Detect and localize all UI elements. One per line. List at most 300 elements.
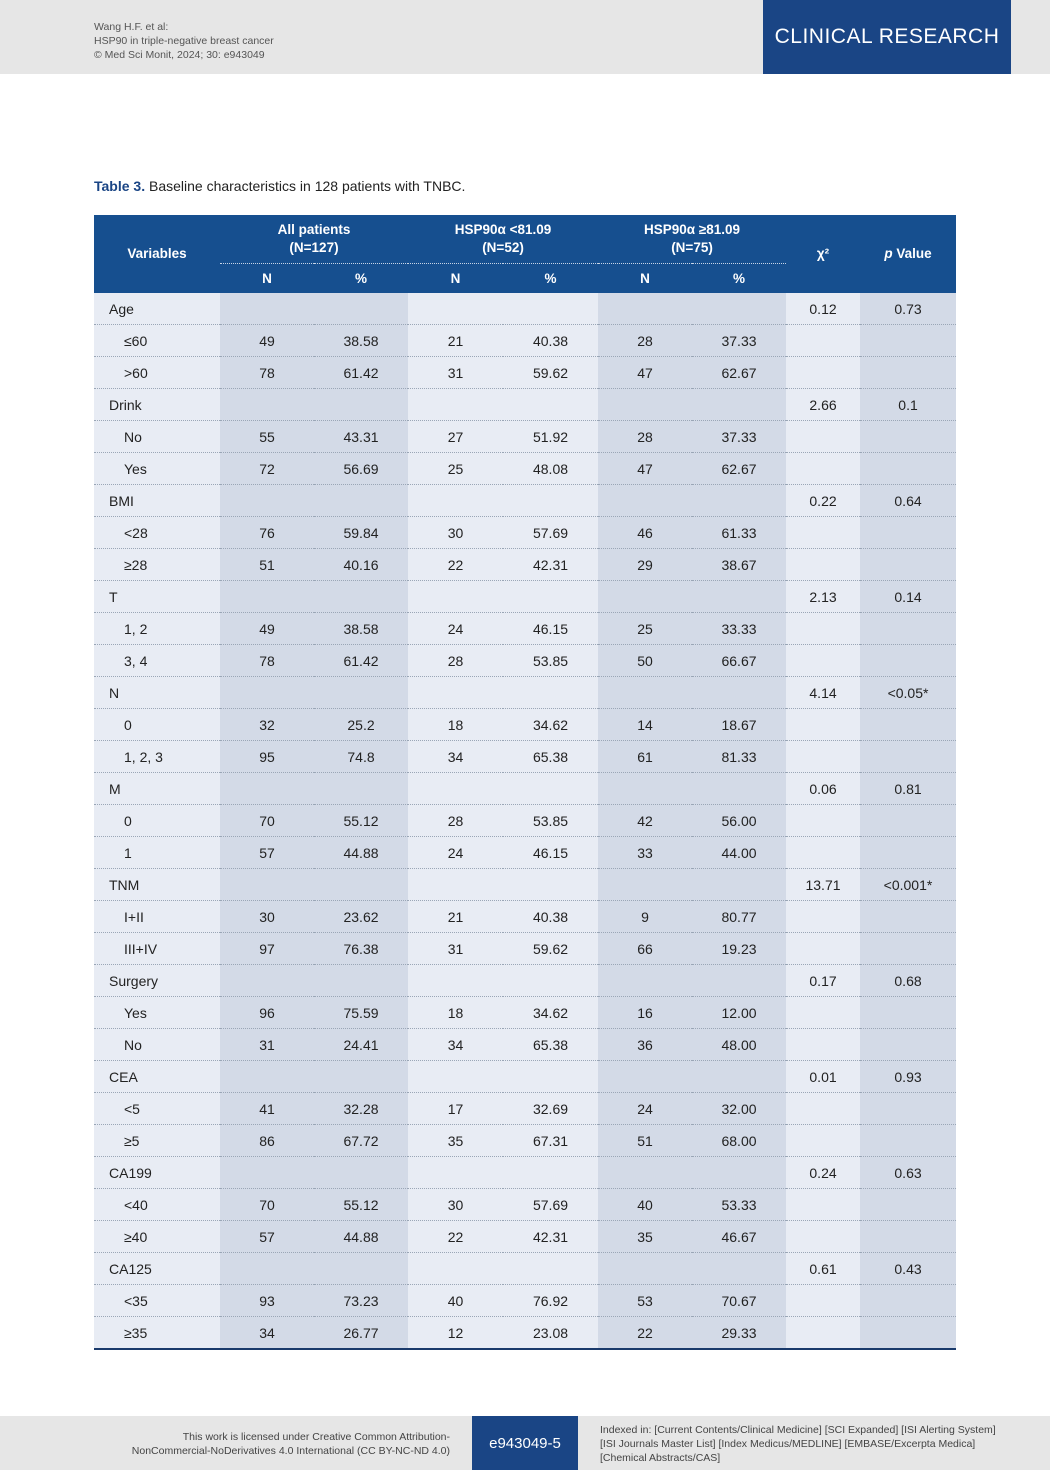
p-value-cell: 0.93 bbox=[860, 1061, 956, 1093]
all-n-cell bbox=[220, 1253, 314, 1285]
all-pct-cell: 44.88 bbox=[314, 1221, 408, 1253]
p-value-cell bbox=[860, 1189, 956, 1221]
all-pct-cell: 38.58 bbox=[314, 325, 408, 357]
low-pct-cell: 57.69 bbox=[503, 517, 598, 549]
all-pct-cell: 55.12 bbox=[314, 1189, 408, 1221]
table-container bbox=[94, 215, 956, 1350]
high-pct-cell bbox=[692, 293, 786, 325]
high-pct-cell: 62.67 bbox=[692, 453, 786, 485]
high-n-cell: 50 bbox=[598, 645, 692, 677]
chi-square-cell: 0.01 bbox=[786, 1061, 860, 1093]
subgroup-label: No bbox=[94, 1029, 220, 1061]
chi-square-cell bbox=[786, 805, 860, 837]
article-id-badge: e943049-5 bbox=[472, 1416, 578, 1470]
low-n-cell bbox=[408, 677, 503, 709]
category-label: M bbox=[94, 773, 220, 805]
header-p-value bbox=[860, 215, 956, 293]
high-pct-cell: 29.33 bbox=[692, 1317, 786, 1350]
low-n-cell: 34 bbox=[408, 741, 503, 773]
low-pct-cell: 51.92 bbox=[503, 421, 598, 453]
p-value-cell bbox=[860, 1029, 956, 1061]
p-value-cell: <0.001* bbox=[860, 869, 956, 901]
low-pct-cell bbox=[503, 1157, 598, 1189]
all-n-cell: 34 bbox=[220, 1317, 314, 1350]
low-pct-cell: 42.31 bbox=[503, 549, 598, 581]
all-pct-cell: 40.16 bbox=[314, 549, 408, 581]
chi-square-cell bbox=[786, 709, 860, 741]
low-n-cell: 24 bbox=[408, 613, 503, 645]
chi-square-cell bbox=[786, 1285, 860, 1317]
table-row bbox=[94, 1189, 956, 1221]
all-n-cell: 70 bbox=[220, 1189, 314, 1221]
low-pct-cell bbox=[503, 677, 598, 709]
low-n-cell: 35 bbox=[408, 1125, 503, 1157]
all-n-cell: 78 bbox=[220, 645, 314, 677]
all-pct-cell: 25.2 bbox=[314, 709, 408, 741]
category-label: CEA bbox=[94, 1061, 220, 1093]
all-pct-cell: 38.58 bbox=[314, 613, 408, 645]
index-line-2: [ISI Journals Master List] [Index Medicus/MEDLINE] [EMBASE/Excerpta Medica] bbox=[600, 1438, 976, 1450]
all-n-cell bbox=[220, 773, 314, 805]
table-row bbox=[94, 1317, 956, 1350]
subheader-pct: % bbox=[314, 264, 408, 294]
table-row bbox=[94, 325, 956, 357]
all-n-cell: 30 bbox=[220, 901, 314, 933]
high-n-cell bbox=[598, 485, 692, 517]
all-pct-cell: 24.41 bbox=[314, 1029, 408, 1061]
high-pct-cell: 44.00 bbox=[692, 837, 786, 869]
subgroup-label: <35 bbox=[94, 1285, 220, 1317]
p-value-cell: 0.14 bbox=[860, 581, 956, 613]
category-row bbox=[94, 869, 956, 901]
all-n-cell bbox=[220, 677, 314, 709]
high-n-cell: 24 bbox=[598, 1093, 692, 1125]
low-pct-cell: 40.38 bbox=[503, 325, 598, 357]
chi-square-cell: 0.06 bbox=[786, 773, 860, 805]
high-n-cell: 47 bbox=[598, 453, 692, 485]
high-n-cell: 51 bbox=[598, 1125, 692, 1157]
category-row bbox=[94, 1157, 956, 1189]
subgroup-label: ≥40 bbox=[94, 1221, 220, 1253]
low-n-cell: 31 bbox=[408, 933, 503, 965]
all-pct-cell: 23.62 bbox=[314, 901, 408, 933]
p-value-cell bbox=[860, 805, 956, 837]
table-row bbox=[94, 421, 956, 453]
high-pct-cell: 38.67 bbox=[692, 549, 786, 581]
header-all-patients-title: All patients bbox=[277, 222, 351, 237]
all-pct-cell: 61.42 bbox=[314, 645, 408, 677]
low-pct-cell bbox=[503, 485, 598, 517]
table-row bbox=[94, 645, 956, 677]
subgroup-label: 1, 2, 3 bbox=[94, 741, 220, 773]
all-n-cell: 95 bbox=[220, 741, 314, 773]
low-pct-cell: 76.92 bbox=[503, 1285, 598, 1317]
low-pct-cell: 42.31 bbox=[503, 1221, 598, 1253]
high-n-cell bbox=[598, 1061, 692, 1093]
low-n-cell: 27 bbox=[408, 421, 503, 453]
category-label: TNM bbox=[94, 869, 220, 901]
p-value-cell bbox=[860, 1221, 956, 1253]
high-pct-cell bbox=[692, 965, 786, 997]
high-pct-cell: 81.33 bbox=[692, 741, 786, 773]
p-value-cell bbox=[860, 741, 956, 773]
subgroup-label: 1, 2 bbox=[94, 613, 220, 645]
baseline-table bbox=[94, 215, 956, 1350]
high-pct-cell bbox=[692, 581, 786, 613]
table-row bbox=[94, 837, 956, 869]
page-footer bbox=[0, 1416, 1050, 1470]
high-n-cell bbox=[598, 965, 692, 997]
all-pct-cell bbox=[314, 1157, 408, 1189]
all-pct-cell bbox=[314, 1253, 408, 1285]
all-n-cell: 49 bbox=[220, 325, 314, 357]
high-n-cell: 40 bbox=[598, 1189, 692, 1221]
chi-square-cell: 2.66 bbox=[786, 389, 860, 421]
low-pct-cell: 34.62 bbox=[503, 709, 598, 741]
category-label: T bbox=[94, 581, 220, 613]
all-pct-cell: 32.28 bbox=[314, 1093, 408, 1125]
low-pct-cell: 48.08 bbox=[503, 453, 598, 485]
p-value-cell: <0.05* bbox=[860, 677, 956, 709]
index-line-3: [Chemical Abstracts/CAS] bbox=[600, 1452, 721, 1464]
all-n-cell bbox=[220, 581, 314, 613]
high-n-cell: 47 bbox=[598, 357, 692, 389]
low-pct-cell: 53.85 bbox=[503, 645, 598, 677]
p-value-cell bbox=[860, 997, 956, 1029]
header-citation bbox=[94, 20, 274, 62]
table-row bbox=[94, 709, 956, 741]
all-n-cell bbox=[220, 1061, 314, 1093]
low-pct-cell bbox=[503, 1253, 598, 1285]
p-value-cell bbox=[860, 933, 956, 965]
high-pct-cell: 33.33 bbox=[692, 613, 786, 645]
table-row bbox=[94, 901, 956, 933]
low-n-cell: 24 bbox=[408, 837, 503, 869]
category-row bbox=[94, 1061, 956, 1093]
all-pct-cell bbox=[314, 1061, 408, 1093]
all-n-cell bbox=[220, 485, 314, 517]
high-pct-cell bbox=[692, 773, 786, 805]
all-n-cell: 41 bbox=[220, 1093, 314, 1125]
high-pct-cell: 53.33 bbox=[692, 1189, 786, 1221]
all-pct-cell: 44.88 bbox=[314, 837, 408, 869]
low-pct-cell: 46.15 bbox=[503, 613, 598, 645]
header-all-patients-n: (N=127) bbox=[289, 240, 339, 255]
high-pct-cell: 32.00 bbox=[692, 1093, 786, 1125]
high-n-cell bbox=[598, 1253, 692, 1285]
caption-text: Baseline characteristics in 128 patients with TNBC. bbox=[148, 178, 466, 194]
p-value-cell bbox=[860, 549, 956, 581]
all-pct-cell bbox=[314, 677, 408, 709]
subgroup-label: <40 bbox=[94, 1189, 220, 1221]
all-pct-cell: 73.23 bbox=[314, 1285, 408, 1317]
category-row bbox=[94, 389, 956, 421]
subheader-n: N bbox=[598, 264, 692, 294]
all-pct-cell: 56.69 bbox=[314, 453, 408, 485]
category-row bbox=[94, 677, 956, 709]
high-n-cell: 25 bbox=[598, 613, 692, 645]
low-pct-cell: 53.85 bbox=[503, 805, 598, 837]
high-pct-cell: 68.00 bbox=[692, 1125, 786, 1157]
subgroup-label: ≥5 bbox=[94, 1125, 220, 1157]
header-hsp-low-title: HSP90α <81.09 bbox=[454, 222, 552, 237]
p-value-cell bbox=[860, 1317, 956, 1350]
chi-square-cell bbox=[786, 613, 860, 645]
table-row bbox=[94, 997, 956, 1029]
low-n-cell: 21 bbox=[408, 901, 503, 933]
chi-square-cell bbox=[786, 517, 860, 549]
all-pct-cell: 43.31 bbox=[314, 421, 408, 453]
header-chi-square: χ² bbox=[786, 215, 860, 293]
low-pct-cell: 67.31 bbox=[503, 1125, 598, 1157]
low-n-cell: 18 bbox=[408, 709, 503, 741]
category-label: CA199 bbox=[94, 1157, 220, 1189]
all-pct-cell: 55.12 bbox=[314, 805, 408, 837]
chi-square-cell bbox=[786, 549, 860, 581]
low-pct-cell: 46.15 bbox=[503, 837, 598, 869]
all-n-cell: 97 bbox=[220, 933, 314, 965]
header-p-rest: Value bbox=[892, 246, 932, 261]
high-n-cell: 28 bbox=[598, 421, 692, 453]
all-n-cell bbox=[220, 1157, 314, 1189]
category-row bbox=[94, 773, 956, 805]
all-pct-cell bbox=[314, 869, 408, 901]
low-n-cell: 22 bbox=[408, 549, 503, 581]
all-pct-cell: 59.84 bbox=[314, 517, 408, 549]
chi-square-cell: 0.61 bbox=[786, 1253, 860, 1285]
all-pct-cell: 67.72 bbox=[314, 1125, 408, 1157]
table-row bbox=[94, 613, 956, 645]
category-label: Age bbox=[94, 293, 220, 325]
high-pct-cell: 61.33 bbox=[692, 517, 786, 549]
all-n-cell bbox=[220, 965, 314, 997]
p-value-cell: 0.68 bbox=[860, 965, 956, 997]
category-label: Surgery bbox=[94, 965, 220, 997]
low-pct-cell: 23.08 bbox=[503, 1317, 598, 1350]
high-pct-cell bbox=[692, 1061, 786, 1093]
table-row bbox=[94, 805, 956, 837]
category-row bbox=[94, 485, 956, 517]
high-n-cell: 36 bbox=[598, 1029, 692, 1061]
chi-square-cell bbox=[786, 645, 860, 677]
low-pct-cell: 59.62 bbox=[503, 933, 598, 965]
chi-square-cell bbox=[786, 1317, 860, 1350]
chi-square-cell bbox=[786, 741, 860, 773]
all-n-cell bbox=[220, 293, 314, 325]
low-n-cell: 40 bbox=[408, 1285, 503, 1317]
subgroup-label: 1 bbox=[94, 837, 220, 869]
low-pct-cell bbox=[503, 1061, 598, 1093]
low-n-cell: 18 bbox=[408, 997, 503, 1029]
low-pct-cell bbox=[503, 965, 598, 997]
p-value-cell bbox=[860, 1285, 956, 1317]
table-body bbox=[94, 293, 956, 1349]
high-n-cell bbox=[598, 773, 692, 805]
low-pct-cell bbox=[503, 389, 598, 421]
low-n-cell: 28 bbox=[408, 645, 503, 677]
high-pct-cell: 37.33 bbox=[692, 421, 786, 453]
low-n-cell bbox=[408, 1157, 503, 1189]
header-hsp-low bbox=[408, 215, 598, 264]
high-n-cell: 14 bbox=[598, 709, 692, 741]
section-badge: CLINICAL RESEARCH bbox=[763, 0, 1011, 74]
chi-square-cell bbox=[786, 1125, 860, 1157]
category-label: N bbox=[94, 677, 220, 709]
license-line-1: This work is licensed under Creative Common Attribution- bbox=[182, 1431, 450, 1443]
category-row bbox=[94, 1253, 956, 1285]
high-n-cell: 16 bbox=[598, 997, 692, 1029]
p-value-cell bbox=[860, 613, 956, 645]
low-pct-cell: 57.69 bbox=[503, 1189, 598, 1221]
high-n-cell: 9 bbox=[598, 901, 692, 933]
p-value-cell: 0.1 bbox=[860, 389, 956, 421]
all-pct-cell bbox=[314, 773, 408, 805]
p-value-cell: 0.73 bbox=[860, 293, 956, 325]
table-row bbox=[94, 517, 956, 549]
category-row bbox=[94, 293, 956, 325]
all-n-cell: 86 bbox=[220, 1125, 314, 1157]
high-n-cell: 28 bbox=[598, 325, 692, 357]
table-row bbox=[94, 549, 956, 581]
low-n-cell: 34 bbox=[408, 1029, 503, 1061]
p-value-cell: 0.64 bbox=[860, 485, 956, 517]
low-n-cell: 12 bbox=[408, 1317, 503, 1350]
high-pct-cell: 18.67 bbox=[692, 709, 786, 741]
chi-square-cell bbox=[786, 933, 860, 965]
index-list bbox=[600, 1423, 1040, 1465]
all-n-cell: 55 bbox=[220, 421, 314, 453]
high-pct-cell: 48.00 bbox=[692, 1029, 786, 1061]
high-pct-cell bbox=[692, 389, 786, 421]
table-row bbox=[94, 933, 956, 965]
chi-square-cell bbox=[786, 1093, 860, 1125]
chi-square-cell bbox=[786, 1189, 860, 1221]
subgroup-label: ≤60 bbox=[94, 325, 220, 357]
low-pct-cell bbox=[503, 293, 598, 325]
subheader-pct: % bbox=[692, 264, 786, 294]
high-pct-cell: 19.23 bbox=[692, 933, 786, 965]
header-hsp-high-n: (N=75) bbox=[671, 240, 713, 255]
high-pct-cell: 56.00 bbox=[692, 805, 786, 837]
all-n-cell bbox=[220, 869, 314, 901]
all-n-cell: 93 bbox=[220, 1285, 314, 1317]
all-pct-cell bbox=[314, 485, 408, 517]
subheader-n: N bbox=[408, 264, 503, 294]
high-n-cell: 66 bbox=[598, 933, 692, 965]
subgroup-label: Yes bbox=[94, 453, 220, 485]
table-row bbox=[94, 453, 956, 485]
low-n-cell bbox=[408, 581, 503, 613]
high-n-cell: 35 bbox=[598, 1221, 692, 1253]
table-row bbox=[94, 1093, 956, 1125]
category-label: BMI bbox=[94, 485, 220, 517]
all-n-cell bbox=[220, 389, 314, 421]
chi-square-cell: 0.12 bbox=[786, 293, 860, 325]
p-value-cell: 0.43 bbox=[860, 1253, 956, 1285]
chi-square-cell bbox=[786, 453, 860, 485]
low-n-cell bbox=[408, 485, 503, 517]
p-value-cell bbox=[860, 837, 956, 869]
low-pct-cell: 34.62 bbox=[503, 997, 598, 1029]
high-n-cell bbox=[598, 1157, 692, 1189]
chi-square-cell bbox=[786, 837, 860, 869]
low-n-cell bbox=[408, 773, 503, 805]
category-row bbox=[94, 965, 956, 997]
high-pct-cell bbox=[692, 677, 786, 709]
category-label: CA125 bbox=[94, 1253, 220, 1285]
p-value-cell bbox=[860, 357, 956, 389]
high-n-cell: 29 bbox=[598, 549, 692, 581]
p-value-cell bbox=[860, 1093, 956, 1125]
high-pct-cell: 46.67 bbox=[692, 1221, 786, 1253]
low-n-cell: 30 bbox=[408, 517, 503, 549]
high-pct-cell: 62.67 bbox=[692, 357, 786, 389]
low-pct-cell bbox=[503, 581, 598, 613]
subgroup-label: 3, 4 bbox=[94, 645, 220, 677]
subgroup-label: 0 bbox=[94, 805, 220, 837]
header-p-italic: p bbox=[884, 246, 893, 261]
high-pct-cell: 70.67 bbox=[692, 1285, 786, 1317]
chi-square-cell: 4.14 bbox=[786, 677, 860, 709]
citation-authors: Wang H.F. et al: bbox=[94, 21, 169, 33]
low-pct-cell: 59.62 bbox=[503, 357, 598, 389]
all-n-cell: 49 bbox=[220, 613, 314, 645]
high-pct-cell: 80.77 bbox=[692, 901, 786, 933]
table-row bbox=[94, 1285, 956, 1317]
high-n-cell: 33 bbox=[598, 837, 692, 869]
chi-square-cell bbox=[786, 997, 860, 1029]
high-n-cell bbox=[598, 869, 692, 901]
p-value-cell: 0.63 bbox=[860, 1157, 956, 1189]
subgroup-label: I+II bbox=[94, 901, 220, 933]
category-row bbox=[94, 581, 956, 613]
p-value-cell bbox=[860, 421, 956, 453]
low-pct-cell bbox=[503, 773, 598, 805]
caption-label: Table 3. bbox=[94, 178, 146, 194]
high-n-cell bbox=[598, 677, 692, 709]
table-row bbox=[94, 1029, 956, 1061]
all-pct-cell: 26.77 bbox=[314, 1317, 408, 1350]
high-n-cell: 53 bbox=[598, 1285, 692, 1317]
all-n-cell: 78 bbox=[220, 357, 314, 389]
citation-title: HSP90 in triple-negative breast cancer bbox=[94, 35, 274, 47]
chi-square-cell: 0.22 bbox=[786, 485, 860, 517]
subgroup-label: ≥28 bbox=[94, 549, 220, 581]
all-n-cell: 96 bbox=[220, 997, 314, 1029]
subgroup-label: <28 bbox=[94, 517, 220, 549]
header-hsp-low-n: (N=52) bbox=[482, 240, 524, 255]
low-pct-cell: 40.38 bbox=[503, 901, 598, 933]
p-value-cell bbox=[860, 517, 956, 549]
low-n-cell: 22 bbox=[408, 1221, 503, 1253]
subgroup-label: No bbox=[94, 421, 220, 453]
all-pct-cell: 74.8 bbox=[314, 741, 408, 773]
all-n-cell: 72 bbox=[220, 453, 314, 485]
high-pct-cell bbox=[692, 1157, 786, 1189]
all-pct-cell: 76.38 bbox=[314, 933, 408, 965]
table-row bbox=[94, 1221, 956, 1253]
low-n-cell bbox=[408, 869, 503, 901]
header-all-patients bbox=[220, 215, 408, 264]
high-pct-cell: 66.67 bbox=[692, 645, 786, 677]
chi-square-cell bbox=[786, 421, 860, 453]
chi-square-cell bbox=[786, 325, 860, 357]
all-n-cell: 51 bbox=[220, 549, 314, 581]
chi-square-cell: 2.13 bbox=[786, 581, 860, 613]
citation-journal: © Med Sci Monit, 2024; 30: e943049 bbox=[94, 49, 265, 61]
high-n-cell bbox=[598, 389, 692, 421]
table-row bbox=[94, 1125, 956, 1157]
